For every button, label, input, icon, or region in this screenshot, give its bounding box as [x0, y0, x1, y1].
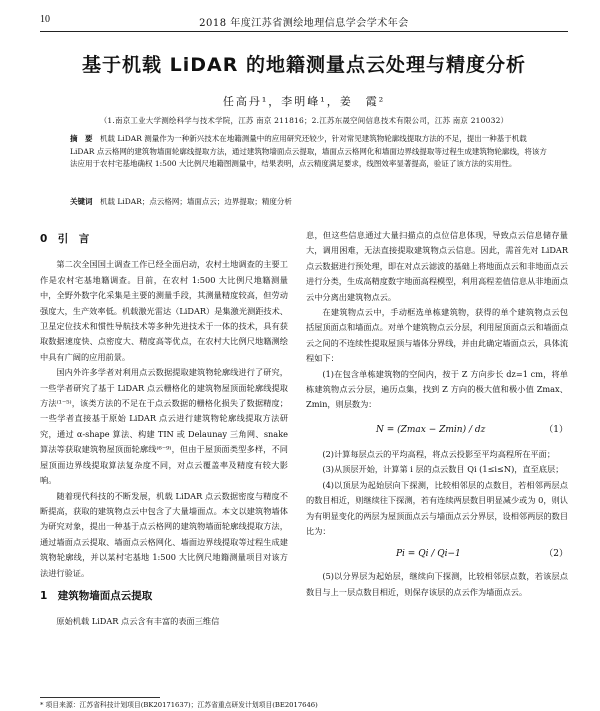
right-paragraph: (1)在包含单栋建筑物的空间内，按于 Z 方向步长 dz=1 cm，将单栋建筑物点云分层，遍历点集，找到 Z 方向的极大值和极小值 Zmax、Zmin，则层数为：	[306, 368, 568, 410]
section-0-title: 0 引 言	[40, 233, 90, 245]
abstract	[70, 133, 550, 171]
right-paragraph: (4)以顶层为起始层向下探测，比较相邻层的点数目，若相邻两层点的数目相近，则继续往下探测，若有连续两层数目明显减少或为 0，则认为有明显变化的两层为屋顶面点云与墙面点云分界层，设相邻两层的数目比为：	[306, 479, 569, 536]
equation-1-number: （1）	[544, 424, 568, 435]
left-paragraph: 第二次全国国土调查工作已经全面启动，农村土地调查的主要工作是农村宅基地籍调查。目前，在农村 1:500 大比例尺地籍测量中，全野外数字化采集是主要的测量手段，其测量精度较高，但劳动强度大，生产效率低。机载激光雷达（LiDAR）是集激光测距技术、卫星定位技术和惯性导航技术等多种先进技术于一体的技术，具有获取数据速度快、点密度大、精度高等优点，在农村大比例尺地籍测绘中具有广阔的应用前景。	[40, 259, 288, 362]
left-paragraph: 随着现代科技的不断发展，机载 LiDAR 点云数据密度与精度不断提高，获取的建筑物点云中包含了大量墙面点。本文以建筑物墙体为研究对象，提出一种基于点云格网的建筑物墙面轮廓线提取方法，通过墙面点云提取、墙面点云格网化、墙面边界线提取等过程生成建筑物轮廓线，并以某村宅基地 1:500 大比例尺地籍测量项目对该方法进行验证。	[40, 490, 288, 578]
running-header	[40, 14, 568, 30]
right-column	[306, 228, 568, 600]
authors: 任高丹¹，李明峰¹，姜 霞²	[222, 95, 386, 108]
right-paragraph: (2)计算每层点云的平均高程，将点云投影至平均高程所在平面；	[322, 448, 556, 459]
right-paragraph: 在建筑物点云中，手动框选单栋建筑物，获得的单个建筑物点云包括屋顶面点和墙面点。对单个建筑物点云分层，利用屋顶面点云和墙面点云之间的不连续性提取屋顶与墙体分界线，并由此确定墙面点云，具体流程如下：	[306, 307, 569, 364]
paper-title: 基于机载 LiDAR 的地籍测量点云处理与精度分析	[82, 54, 526, 76]
equation-2-row	[306, 539, 568, 569]
keywords	[70, 196, 550, 207]
left-column	[40, 228, 288, 630]
right-paragraph: 息，但这些信息通过大量扫描点的点位信息体现，导致点云信息储存量大，调用困难，无法直接提取建筑物点云信息。因此，需首先对 LiDAR 点云数据进行预处理，即在对点云滤波的基础上将地面点云和非地面点云进行分类，生成高精度数字地面高程模型，利用高程差值信息从非地面点云中分离出建筑物点云。	[306, 230, 569, 302]
equation-2: Pi = Qi / Qi−1	[396, 549, 461, 560]
journal-title: 2018 年度江苏省测绘地理信息学会学术年会	[199, 18, 409, 29]
abstract-text: 机载 LiDAR 测量作为一种新兴技术在地籍测量中的应用研究还较少，针对常见建筑物轮廓线提取方法的不足，提出一种基于机载 LiDAR 点云格网的建筑物墙面轮廓线提取方法，通过建筑物墙面点云提取，墙面点云格网化和墙面边界线提取等过程生成建筑物轮廓线，将该方法应用于农村宅基地确权 1:500 大比例尺地籍图测量中，结果表明，点云精度满足要求，线图效率显著提高，验证了该方法的实用性。	[70, 134, 547, 168]
right-paragraph: (3)从顶层开始，计算第 i 层的点云数目 Qi (1≤i≤N)，直至底层；	[322, 464, 564, 475]
equation-2-number: （2）	[544, 549, 568, 560]
equation-1-row	[306, 413, 568, 447]
section-1-title: 1 建筑物墙面点云提取	[40, 589, 153, 602]
footnote-rule	[40, 697, 160, 698]
affiliation: （1.南京工业大学测绘科学与技术学院，江苏 南京 211816；2.江苏东晟空间信息技术有限公司，江苏 南京 210032）	[99, 116, 509, 125]
footnote: * 项目来源：江苏省科技计划项目(BK20171637)；江苏省重点研发计划项目(BE2017646)	[40, 701, 318, 709]
right-paragraph: (5)以分界层为起始层，继续向下探测，比较相邻层点数，若该层点数目与上一层点数目相近，则保存该层的点云作为墙面点云。	[306, 571, 568, 597]
equation-1: N = (Zmax − Zmin) / dz	[376, 424, 486, 435]
keywords-label: 关键词	[70, 197, 93, 206]
left-paragraph: 原始机载 LiDAR 点云含有丰富的表面三维信	[56, 616, 220, 627]
abstract-label: 摘 要	[70, 134, 93, 143]
header-rule	[40, 31, 568, 32]
page-number: 10	[40, 14, 50, 25]
left-paragraph: 国内外许多学者对利用点云数据提取建筑物轮廓线进行了研究，一些学者研究了基于 LiDAR 点云栅格化的建筑物屋顶面轮廓线提取方法⁽¹⁻⁵⁾，该类方法的不足在于点云数据的栅格化损失了数据精度；一些学者直接基于原始 LiDAR 点云进行建筑物轮廓线提取方法研究，通过 α-shape 算法、构建 TIN 或 Delaunay 三角网、snake 算法等获取建筑物屋顶面轮廓线⁽⁶⁻⁹⁾，但由于屋顶面类型多样，不同屋顶面边界线提取算法复杂度不同，对点云覆盖率及精度有较大影响。	[40, 367, 288, 486]
keywords-text: 机载 LiDAR；点云格网；墙面点云；边界提取；精度分析	[100, 197, 292, 206]
